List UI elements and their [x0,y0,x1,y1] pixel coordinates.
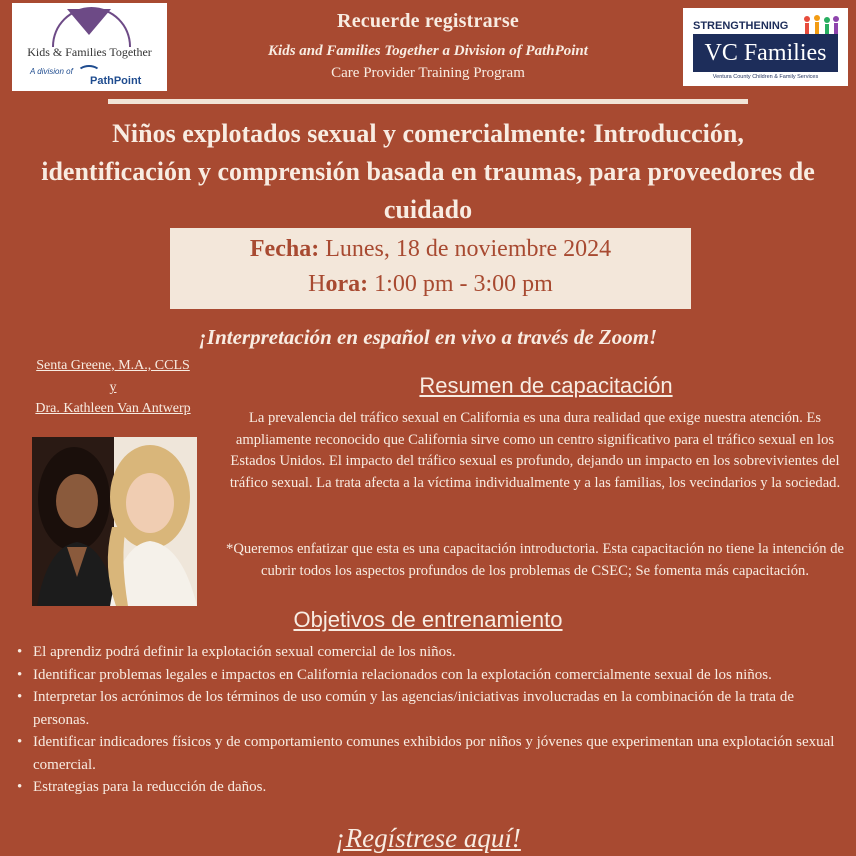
objective-item: • Estrategias para la reducción de daños. [12,776,844,799]
summary-note: *Queremos enfatizar que esta es una capacitación introductoria. Esta capacitación no tiene la intención de cubrir todos los aspectos profundos de los problemas de CSEC; Se fomenta más capacitación. [226,541,844,579]
objectives-heading: Objetivos de entrenamiento [293,607,563,632]
header-divider [108,99,748,104]
presenters-photo-image [32,437,197,606]
summary-body: La prevalencia del tráfico sexual en California es una dura realidad que exige nuestra atención. Es ampliamente reconocido que California sirve como un centro significativo para el tráfico sexual en los Estados Unidos. El impacto del tráfico sexual es profundo, dejando un impacto en los sobrevivientes del tráfico sexual. La trata afecta a la víctima individualmente y a las familias, los vecindarios y la sociedad. [229,410,841,492]
logo-subtitle: Ventura County Children & Family Services [712,74,819,80]
time-label-h: H [308,271,326,297]
date-label: Fecha: [249,236,320,262]
register-link[interactable]: ¡Regístrese aquí! [335,823,521,853]
interpretation-notice: ¡Interpretación en español en vivo a través de Zoom! [198,325,658,349]
logo-org-name: Kids & Families Together [27,45,152,59]
objective-item: • Interpretar los acrónimos de los términos de uso común y las agencias/iniciativas involucradas en la combinación de la trata de personas. [12,686,844,731]
time-line [170,271,691,298]
presenter-conjunction: y [109,380,117,395]
date-line [170,236,691,263]
objective-item: • Identificar indicadores físicos y de comportamiento comunes exhibidos por niños y jóvenes que experimentan una explotación sexual comercial. [12,731,844,776]
header-title: Recuerde registrarse [337,10,519,32]
objective-item: • Identificar problemas legales e impactos en California relacionados con la explotación comercialmente sexual de los niños. [12,664,844,687]
summary-heading: Resumen de capacitación [419,373,673,398]
presenter-2[interactable]: Dra. Kathleen Van Antwerp [35,401,191,416]
time-label: ora: [325,271,369,297]
logo-division-text: A division of [30,67,73,76]
logo-vc-families-text: VC Families [693,34,838,72]
presenters-photo [32,437,197,606]
header-org: Kids and Families Together a Division of PathPoint [268,43,588,59]
objectives-list [12,641,844,799]
date-value: Lunes, 18 de noviembre 2024 [325,236,612,262]
objective-item: • El aprendiz podrá definir la explotación sexual comercial de los niños. [12,641,844,664]
logo-pathpoint-text: PathPoint [90,75,142,87]
logo-strengthening-text: STRENGTHENING [693,20,789,32]
header-program: Care Provider Training Program [331,65,525,81]
presenter-1[interactable]: Senta Greene, M.A., CCLS [36,358,190,373]
date-time-box [170,228,691,309]
time-value: 1:00 pm - 3:00 pm [374,271,553,297]
main-title: Niños explotados sexual y comercialmente: Introducción, identificación y comprensión basada en traumas, para proveedores de cuidado [41,119,815,224]
